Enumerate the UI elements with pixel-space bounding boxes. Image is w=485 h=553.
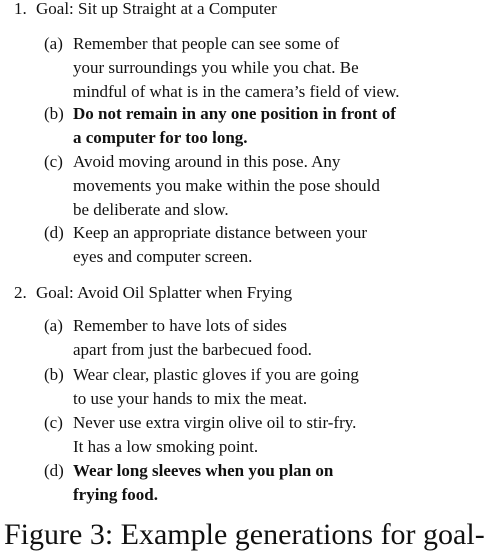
- item-line: be deliberate and slow.: [73, 200, 229, 219]
- item-label: (d): [44, 223, 64, 242]
- goal-2-heading: [14, 281, 292, 305]
- goal-1-heading: [14, 0, 277, 21]
- item-line: Wear long sleeves when you plan on: [73, 461, 334, 480]
- item-line: It has a low smoking point.: [73, 437, 259, 456]
- item-label: (a): [44, 34, 63, 53]
- item-line: eyes and computer screen.: [73, 247, 253, 266]
- goal-title: Goal: Avoid Oil Splatter when Frying: [36, 283, 293, 302]
- goal-number: 1.: [14, 0, 27, 18]
- item-line: Do not remain in any one position in front of: [73, 104, 396, 123]
- item-label: (c): [44, 152, 63, 171]
- goal-2-item-c: [44, 411, 424, 459]
- goal-2-item-a: [44, 314, 424, 362]
- item-label: (b): [44, 104, 64, 123]
- item-line: Remember to have lots of sides: [73, 316, 287, 335]
- item-line: your surroundings you while you chat. Be: [73, 58, 359, 77]
- item-line: apart from just the barbecued food.: [73, 340, 312, 359]
- item-line: frying food.: [73, 485, 158, 504]
- figure-caption: Figure 3: Example generations for goal-: [4, 518, 485, 551]
- item-line: Remember that people can see some of: [73, 34, 340, 53]
- item-line: to use your hands to mix the meat.: [73, 389, 308, 408]
- item-label: (c): [44, 413, 63, 432]
- item-line: Keep an appropriate distance between your: [73, 223, 368, 242]
- goal-1-item-c: [44, 150, 424, 222]
- item-line: Avoid moving around in this pose. Any: [73, 152, 341, 171]
- item-line: Never use extra virgin olive oil to stir-fry.: [73, 413, 357, 432]
- goal-1-item-a: [44, 32, 424, 104]
- goal-1-item-d: [44, 221, 424, 269]
- item-label: (b): [44, 365, 64, 384]
- item-label: (a): [44, 316, 63, 335]
- item-label: (d): [44, 461, 64, 480]
- goal-2-item-b: [44, 363, 424, 411]
- goal-title: Goal: Sit up Straight at a Computer: [36, 0, 277, 18]
- goal-1-item-b: [44, 102, 424, 150]
- item-line: mindful of what is in the camera’s field of view.: [73, 82, 400, 101]
- goal-2-item-d: [44, 459, 424, 507]
- item-line: a computer for too long.: [73, 128, 248, 147]
- item-line: movements you make within the pose should: [73, 176, 380, 195]
- item-line: Wear clear, plastic gloves if you are going: [73, 365, 359, 384]
- goal-number: 2.: [14, 283, 27, 302]
